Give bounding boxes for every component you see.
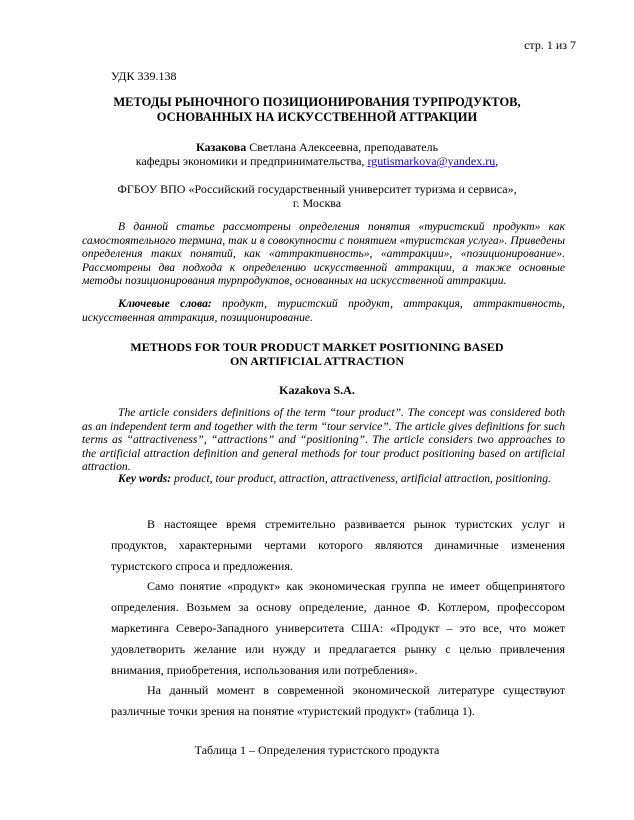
author-ru [80, 140, 554, 154]
abstract-ru [82, 220, 565, 288]
abstract-en [82, 406, 565, 474]
body-paragraph-1 [111, 514, 565, 577]
email-suffix: , [495, 154, 499, 168]
article-title-en [80, 340, 554, 368]
title-en-line-1: METHODS FOR TOUR PRODUCT MARKET POSITIONING BASED [130, 340, 504, 354]
body-paragraph-3-text: На данный момент в современной экономической литературе существуют различные точки зрения на понятие «туристский продукт» (таблица 1). [111, 683, 565, 718]
body-paragraph-1-text: В настоящее время стремительно развивается рынок туристских услуг и продуктов, характерными чертами которого являются динамичные изменения туристского спроса и предложения. [111, 517, 565, 573]
body-paragraph-3 [111, 680, 565, 722]
title-en-line-2: ON ARTIFICIAL ATTRACTION [229, 354, 405, 368]
affiliation-line-2: г. Москва [292, 196, 342, 210]
keywords-ru-label: Ключевые слова: [118, 297, 212, 310]
table-caption: Таблица 1 – Определения туристского продукта [194, 743, 440, 757]
page-number: стр. 1 из 7 [524, 38, 576, 52]
keywords-en-text: product, tour product, attraction, attractiveness, artificial attraction, positioning. [171, 472, 551, 485]
author-details: Светлана Алексеевна, преподаватель [246, 140, 439, 154]
author-dept [80, 154, 554, 168]
keywords-en [82, 472, 565, 486]
body-paragraph-2-text: Само понятие «продукт» как экономическая группа не имеет общепринятого определения. Возьмем за основу определение, данное Ф. Котлером, профессором маркетинга Северо-Западного университета США: «Продукт – это все, что может удовлетворить желание или нужду и предлагается рынку с целью привлечения внимания, приобретения, использования или потребления». [111, 579, 565, 677]
body-paragraph-2 [111, 576, 565, 681]
affiliation-line-1: ФГБОУ ВПО «Российский государственный университет туризма и сервиса», [117, 182, 517, 196]
udk-code: УДК 339.138 [111, 69, 177, 83]
keywords-ru-text: продукт, туристский продукт, аттракция, аттрактивность, искусственная аттракция, позиционирование. [82, 297, 565, 324]
title-ru-line-2: ОСНОВАННЫХ НА ИСКУССТВЕННОЙ АТТРАКЦИИ [156, 110, 478, 124]
abstract-ru-text: В данной статье рассмотрены определения понятия «туристский продукт» как самостоятельного термина, так и в совокупности с понятием «туристская услуга». Приведены определения таких понятий, как «аттрактивность», «аттракции», «позиционирование». Рассмотрены два подхода к определению искусственной аттракции, а также основные методы позиционирования турпродуктов, основанных на искусственной аттракции. [82, 220, 565, 288]
abstract-en-text: The article considers definitions of the term “tour product”. The concept was considered both as an independent term and together with the term “tour service”. The article gives definitions for such terms as “attractiveness”, “attractions” and “positioning”. The article considers two approaches to the artificial attraction definition and general methods for tour product positioning based on artificial attraction. [82, 406, 565, 474]
article-title-ru [80, 95, 554, 125]
keywords-en-label: Key words: [118, 472, 172, 485]
title-ru-line-1: МЕТОДЫ РЫНОЧНОГО ПОЗИЦИОНИРОВАНИЯ ТУРПРОДУКТОВ, [113, 95, 521, 109]
author-surname: Казакова [195, 140, 247, 154]
keywords-ru [82, 297, 565, 324]
author-email-link[interactable]: rgutismarkova@yandex.ru [367, 154, 496, 168]
author-dept-text: кафедры экономики и предпринимательства, [135, 154, 368, 168]
author-en: Kazakova S.A. [279, 383, 355, 397]
